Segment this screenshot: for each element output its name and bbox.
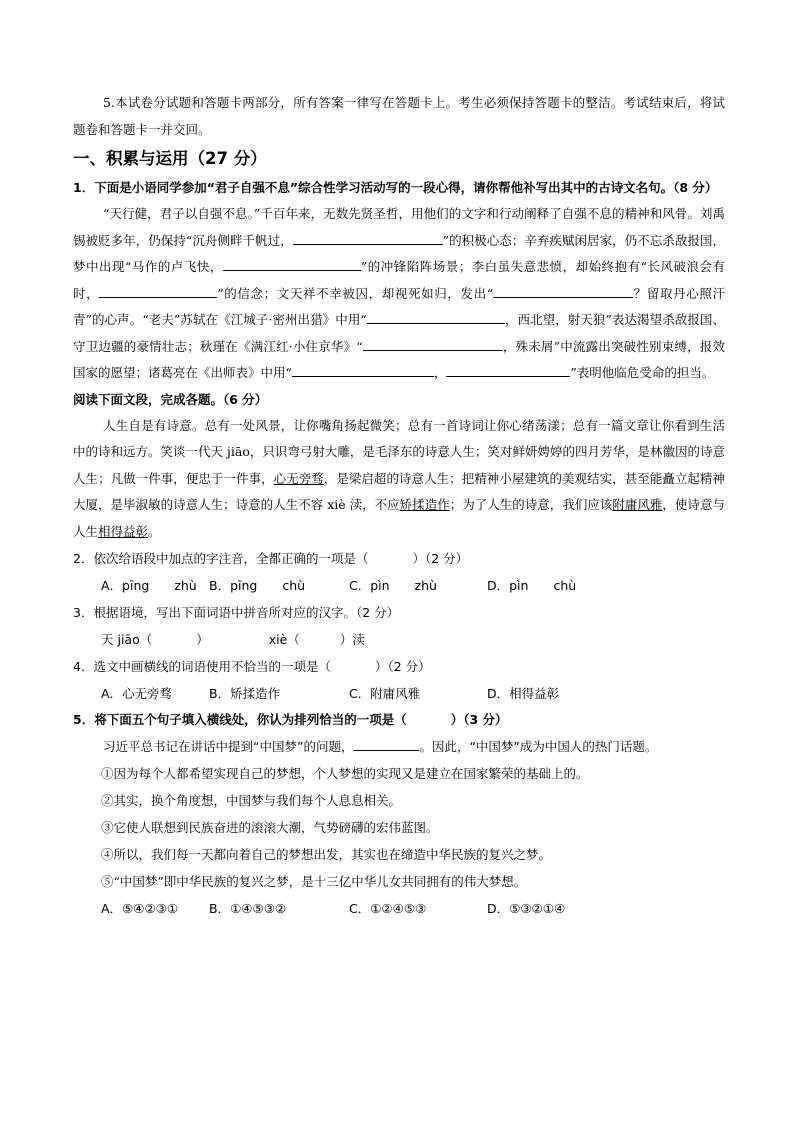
sentence-1: ①因为每个人都希望实现自己的梦想，个人梦想的实现又是建立在国家繁荣的基础上的。: [101, 766, 589, 781]
underlined-phrase: 附庸风雅: [612, 497, 663, 512]
reading-text: ，使诗意与人生: [73, 497, 725, 539]
question-4-options: [73, 680, 725, 707]
answer-blank[interactable]: [293, 230, 443, 245]
question-3-items: [73, 626, 725, 653]
q5-lead-text: 习近平总书记在讲话中提到“中国梦”的问题，: [103, 739, 354, 754]
q1-text: ”的信念；文天祥不幸被囚，却视死如归，发出“: [217, 285, 494, 301]
option-b[interactable]: B．矫揉造作: [209, 686, 281, 701]
q3-item-b: xiè（: [268, 632, 300, 647]
question-2-options: [73, 572, 725, 599]
underlined-phrase: 相得益彰: [98, 523, 149, 539]
q5-lead-text: 。因此，“中国梦”成为中国人的热门话题。: [419, 739, 658, 754]
underlined-phrase: 矫揉造作: [399, 497, 450, 512]
q1-text: ，西北望，射天狼”表达渴望杀敌报国、守卫边疆的豪情壮志；秋瑾在《满江红·小住京华》“: [73, 312, 725, 354]
q1-text: ，: [433, 365, 447, 380]
q1-text: ，殊未屑”中流露出突破性别束缚，报效国家的愿望；诸葛亮在《出师表》中用“: [73, 338, 725, 380]
answer-blank[interactable]: [493, 283, 633, 298]
option-b[interactable]: B．pīng chù: [209, 578, 306, 593]
option-a[interactable]: A．⑤④②③①: [101, 901, 179, 916]
q1-text: ？留取丹心照汗青”的心声。“老夫”苏轼在《江城子·密州出猎》中用“: [73, 285, 725, 327]
answer-blank[interactable]: [363, 336, 503, 351]
underlined-phrase: 心无旁骛: [273, 470, 324, 486]
reading-prompt: 阅读下面文段，完成各题。（6 分）: [73, 391, 268, 407]
option-c[interactable]: C．pìn zhù: [349, 578, 437, 593]
question-5-prompt: [73, 707, 725, 733]
sentence-4: ④所以，我们每一天都向着自己的梦想出发，其实也在缔造中华民族的复兴之梦。: [101, 847, 552, 862]
reading-text: ，是梁启超的诗意人生；把精神小屋建筑的美观结实，甚至能矗立起精神大厦，是毕淑敏的诗意人生；诗意的人生不容 xiè 渎，不应: [73, 470, 725, 512]
answer-blank[interactable]: [353, 736, 419, 751]
question-4-prompt: [73, 653, 725, 680]
option-b[interactable]: B．①④⑤③②: [209, 901, 287, 916]
question-5-lead: [73, 733, 725, 760]
question-1-passage: [73, 201, 725, 387]
answer-blank[interactable]: [99, 283, 217, 298]
answer-blank[interactable]: [292, 362, 434, 377]
q4-score: ）（2 分）: [374, 659, 431, 674]
option-d[interactable]: D．相得益彰: [487, 686, 560, 701]
q3-item-a-close: ）: [196, 632, 209, 647]
option-d[interactable]: D．pìn chù: [487, 578, 577, 593]
sentence-2: ②其实，换个角度想，中国梦与我们每个人息息相关。: [101, 793, 402, 808]
sentence-3: ③它使人联想到民族奋进的滚滚大潮，气势磅礴的宏伟蓝图。: [101, 820, 439, 835]
reading-passage: [73, 413, 725, 546]
question-3-prompt: 3．根据语境，写出下面词语中拼音所对应的汉字。（2 分）: [73, 605, 400, 620]
question-2-prompt: [73, 545, 725, 572]
section-title: 一、积累与运用（27 分）: [73, 149, 267, 168]
answer-blank[interactable]: [446, 362, 570, 377]
q3-item-a: 天 jiāo（: [101, 632, 153, 647]
answer-blank[interactable]: [223, 256, 361, 271]
question-5-options: [73, 895, 725, 922]
reading-text: 。: [148, 523, 161, 539]
q2-score: ）（2 分）: [412, 551, 469, 566]
option-a[interactable]: A．心无旁骛: [101, 686, 173, 701]
q5-prompt-text: 5．将下面五个句子填入横线处，你认为排列恰当的一项是（: [73, 712, 407, 727]
q1-text: “天行健，君子以自强不息。”千百年来，无数先贤圣哲，用他们的文字和行动阐释了自强不息的精神和风骨。刘禹锡被贬多年，仍保持“沉舟侧畔千帆过，: [73, 206, 725, 248]
answer-blank[interactable]: [367, 309, 505, 324]
reading-text: 人生自是有诗意。总有一处风景，让你嘴角扬起微笑；总有一首诗词让你心绪荡漾；总有一篇文章让你看到生活中的诗和远方。笑谈一代天 jiāo，只识弯弓射大雕，是毛泽东的诗意人生；笑对鲜妍娉婷的四月芳华，是林徽因的诗意人生；凡做一件事，便忠于一件事，: [73, 417, 725, 486]
question-1-prompt: 1．下面是小语同学参加“君子自强不息”综合性学习活动写的一段心得，请你帮他补写出其中的古诗文名句。（8 分）: [73, 180, 718, 195]
option-a[interactable]: A．pīng zhù: [101, 578, 197, 593]
option-d[interactable]: D．⑤③②①④: [487, 901, 566, 916]
instruction-item-5: 5.本试卷分试题和答题卡两部分，所有答案一律写在答题卡上。考生必须保持答题卡的整洁。考试结束后，将试题卷和答题卡一并交回。: [73, 95, 725, 137]
q1-text: ”表明他临危受命的担当。: [570, 365, 715, 380]
q1-text: ”的冲锋陷阵场景；李白虽失意悲愤，却始终抱有“长风破浪会有时，: [73, 259, 725, 301]
reading-text: ；为了人生的诗意，我们应该: [449, 497, 613, 512]
q1-text: ”的积极心态；辛弃疾赋闲居家，仍不忘杀敌报国，梦中出现“马作的卢飞快，: [73, 232, 725, 274]
option-c[interactable]: C．附庸风雅: [349, 686, 421, 701]
q3-item-b-close: ）渎: [339, 632, 365, 647]
q4-prompt-text: 4．选文中画横线的词语使用不恰当的一项是（: [73, 659, 331, 674]
option-c[interactable]: C．①②④⑤③: [349, 901, 427, 916]
q2-prompt-text: 2．依次给语段中加点的字注音，全都正确的一项是（: [73, 551, 369, 566]
exam-page: [73, 90, 725, 922]
q5-score: ）（3 分）: [450, 712, 508, 727]
sentence-5: ⑤“中国梦”即中华民族的复兴之梦，是十三亿中华儿女共同拥有的伟大梦想。: [101, 874, 527, 889]
